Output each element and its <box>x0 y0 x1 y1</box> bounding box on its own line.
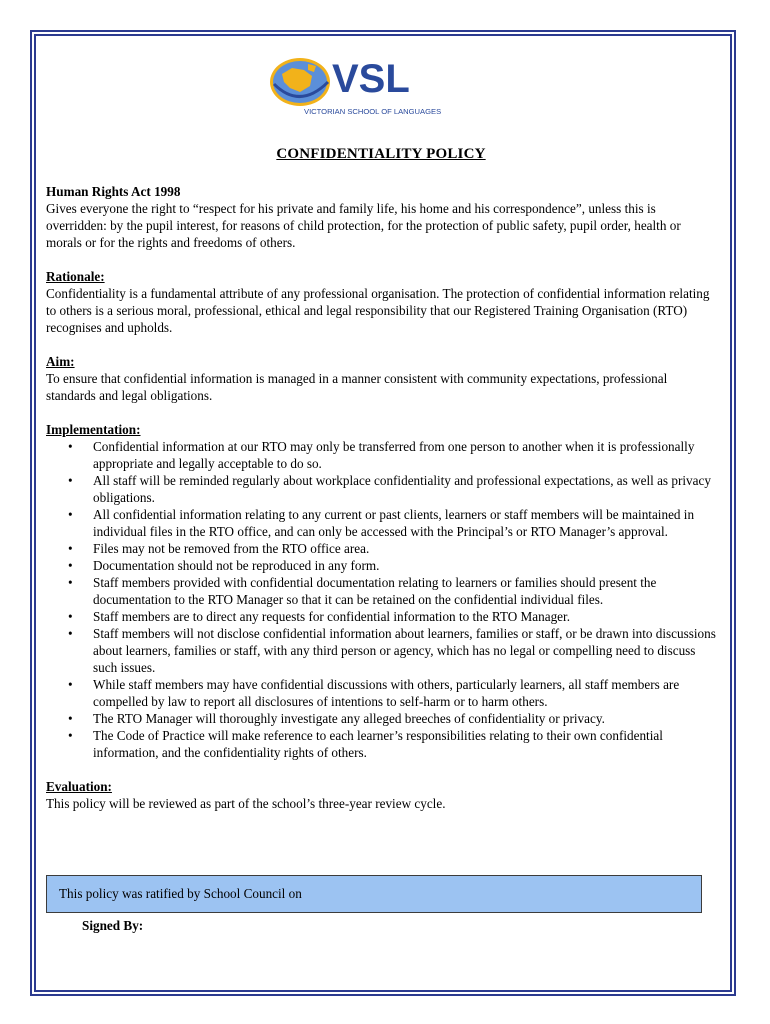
bullet-icon: • <box>68 575 73 590</box>
implementation-heading: Implementation: <box>46 422 141 437</box>
list-item: • Confidential information at our RTO may only be transferred from one person to another when it is professionally appropriate and legally acceptable to do so. <box>68 439 695 471</box>
list-item: • The RTO Manager will thoroughly investigate any alleged breeches of confidentiality or privacy. <box>68 711 605 726</box>
list-item: • All confidential information relating to any current or past clients, learners or staff members will be maintained in individual files in the RTO office, and can only be accessed with the Principal’s or RTO Manager’s approval. <box>68 507 695 539</box>
bullet-icon: • <box>68 626 73 641</box>
bullet-icon: • <box>68 677 73 692</box>
bullet-icon: • <box>68 439 73 454</box>
aim-body: To ensure that confidential information is managed in a manner consistent with community expectations, professional standards and legal obligations. <box>46 371 668 403</box>
evaluation-section <box>46 778 716 812</box>
bullet-icon: • <box>68 609 73 624</box>
implementation-section <box>46 421 716 761</box>
list-item: • Files may not be removed from the RTO office area. <box>68 541 370 556</box>
bullet-icon: • <box>68 541 73 556</box>
implementation-list <box>46 438 716 761</box>
evaluation-body: This policy will be reviewed as part of the school’s three-year review cycle. <box>46 796 446 811</box>
list-item: • All staff will be reminded regularly about workplace confidentiality and professional expectations, as well as privacy obligations. <box>68 473 711 505</box>
logo-brand: VSL <box>332 57 410 101</box>
rationale-section <box>46 268 716 336</box>
human-rights-heading: Human Rights Act 1998 <box>46 184 181 199</box>
page-title: CONFIDENTIALITY POLICY <box>276 146 486 162</box>
policy-content <box>46 146 716 829</box>
rationale-body: Confidentiality is a fundamental attribute of any professional organisation. The protection of confidential information relating to others is a serious moral, professional, ethical and legal responsibility that our Registered Training Organisation (RTO) recognises and upholds. <box>46 286 710 335</box>
list-item: • Staff members are to direct any requests for confidential information to the RTO Manager. <box>68 609 570 624</box>
bullet-icon: • <box>68 558 73 573</box>
bullet-icon: • <box>68 728 73 743</box>
evaluation-heading: Evaluation: <box>46 779 112 794</box>
aim-heading: Aim: <box>46 354 75 369</box>
list-item: • While staff members may have confidential discussions with others, particularly learners, all staff members are compelled by law to report all disclosures of intentions to self-harm or to harm others. <box>68 677 680 709</box>
list-item: • The Code of Practice will make reference to each learner’s responsibilities relating to their own confidential information, and the confidentiality rights of others. <box>68 728 663 760</box>
logo-tagline: VICTORIAN SCHOOL OF LANGUAGES <box>304 107 442 116</box>
signed-by-label: Signed By: <box>82 918 144 933</box>
aim-section <box>46 353 716 404</box>
list-item: • Staff members will not disclose confidential information about learners, families or staff, or be drawn into discussions about learners, families or staff, with any third person or agency, which has no legal or compelling need to discuss such issues. <box>68 626 716 675</box>
human-rights-section <box>46 183 716 251</box>
rationale-heading: Rationale: <box>46 269 105 284</box>
human-rights-body: Gives everyone the right to “respect for his private and family life, his home and his correspondence”, unless this is overridden: by the pupil interest, for reasons of child protection, for the protection of public safety, pupil order, health or morals or for the rights and freedoms of others. <box>46 201 681 250</box>
list-item: • Documentation should not be reproduced in any form. <box>68 558 380 573</box>
ratified-box: This policy was ratified by School Council on <box>46 875 702 913</box>
bullet-icon: • <box>68 473 73 488</box>
vsl-logo <box>262 48 442 120</box>
bullet-icon: • <box>68 711 73 726</box>
bullet-icon: • <box>68 507 73 522</box>
list-item: • Staff members provided with confidential documentation relating to learners or families should present the documentation to the RTO Manager so that it can be retained on the confidential individual files. <box>68 575 657 607</box>
